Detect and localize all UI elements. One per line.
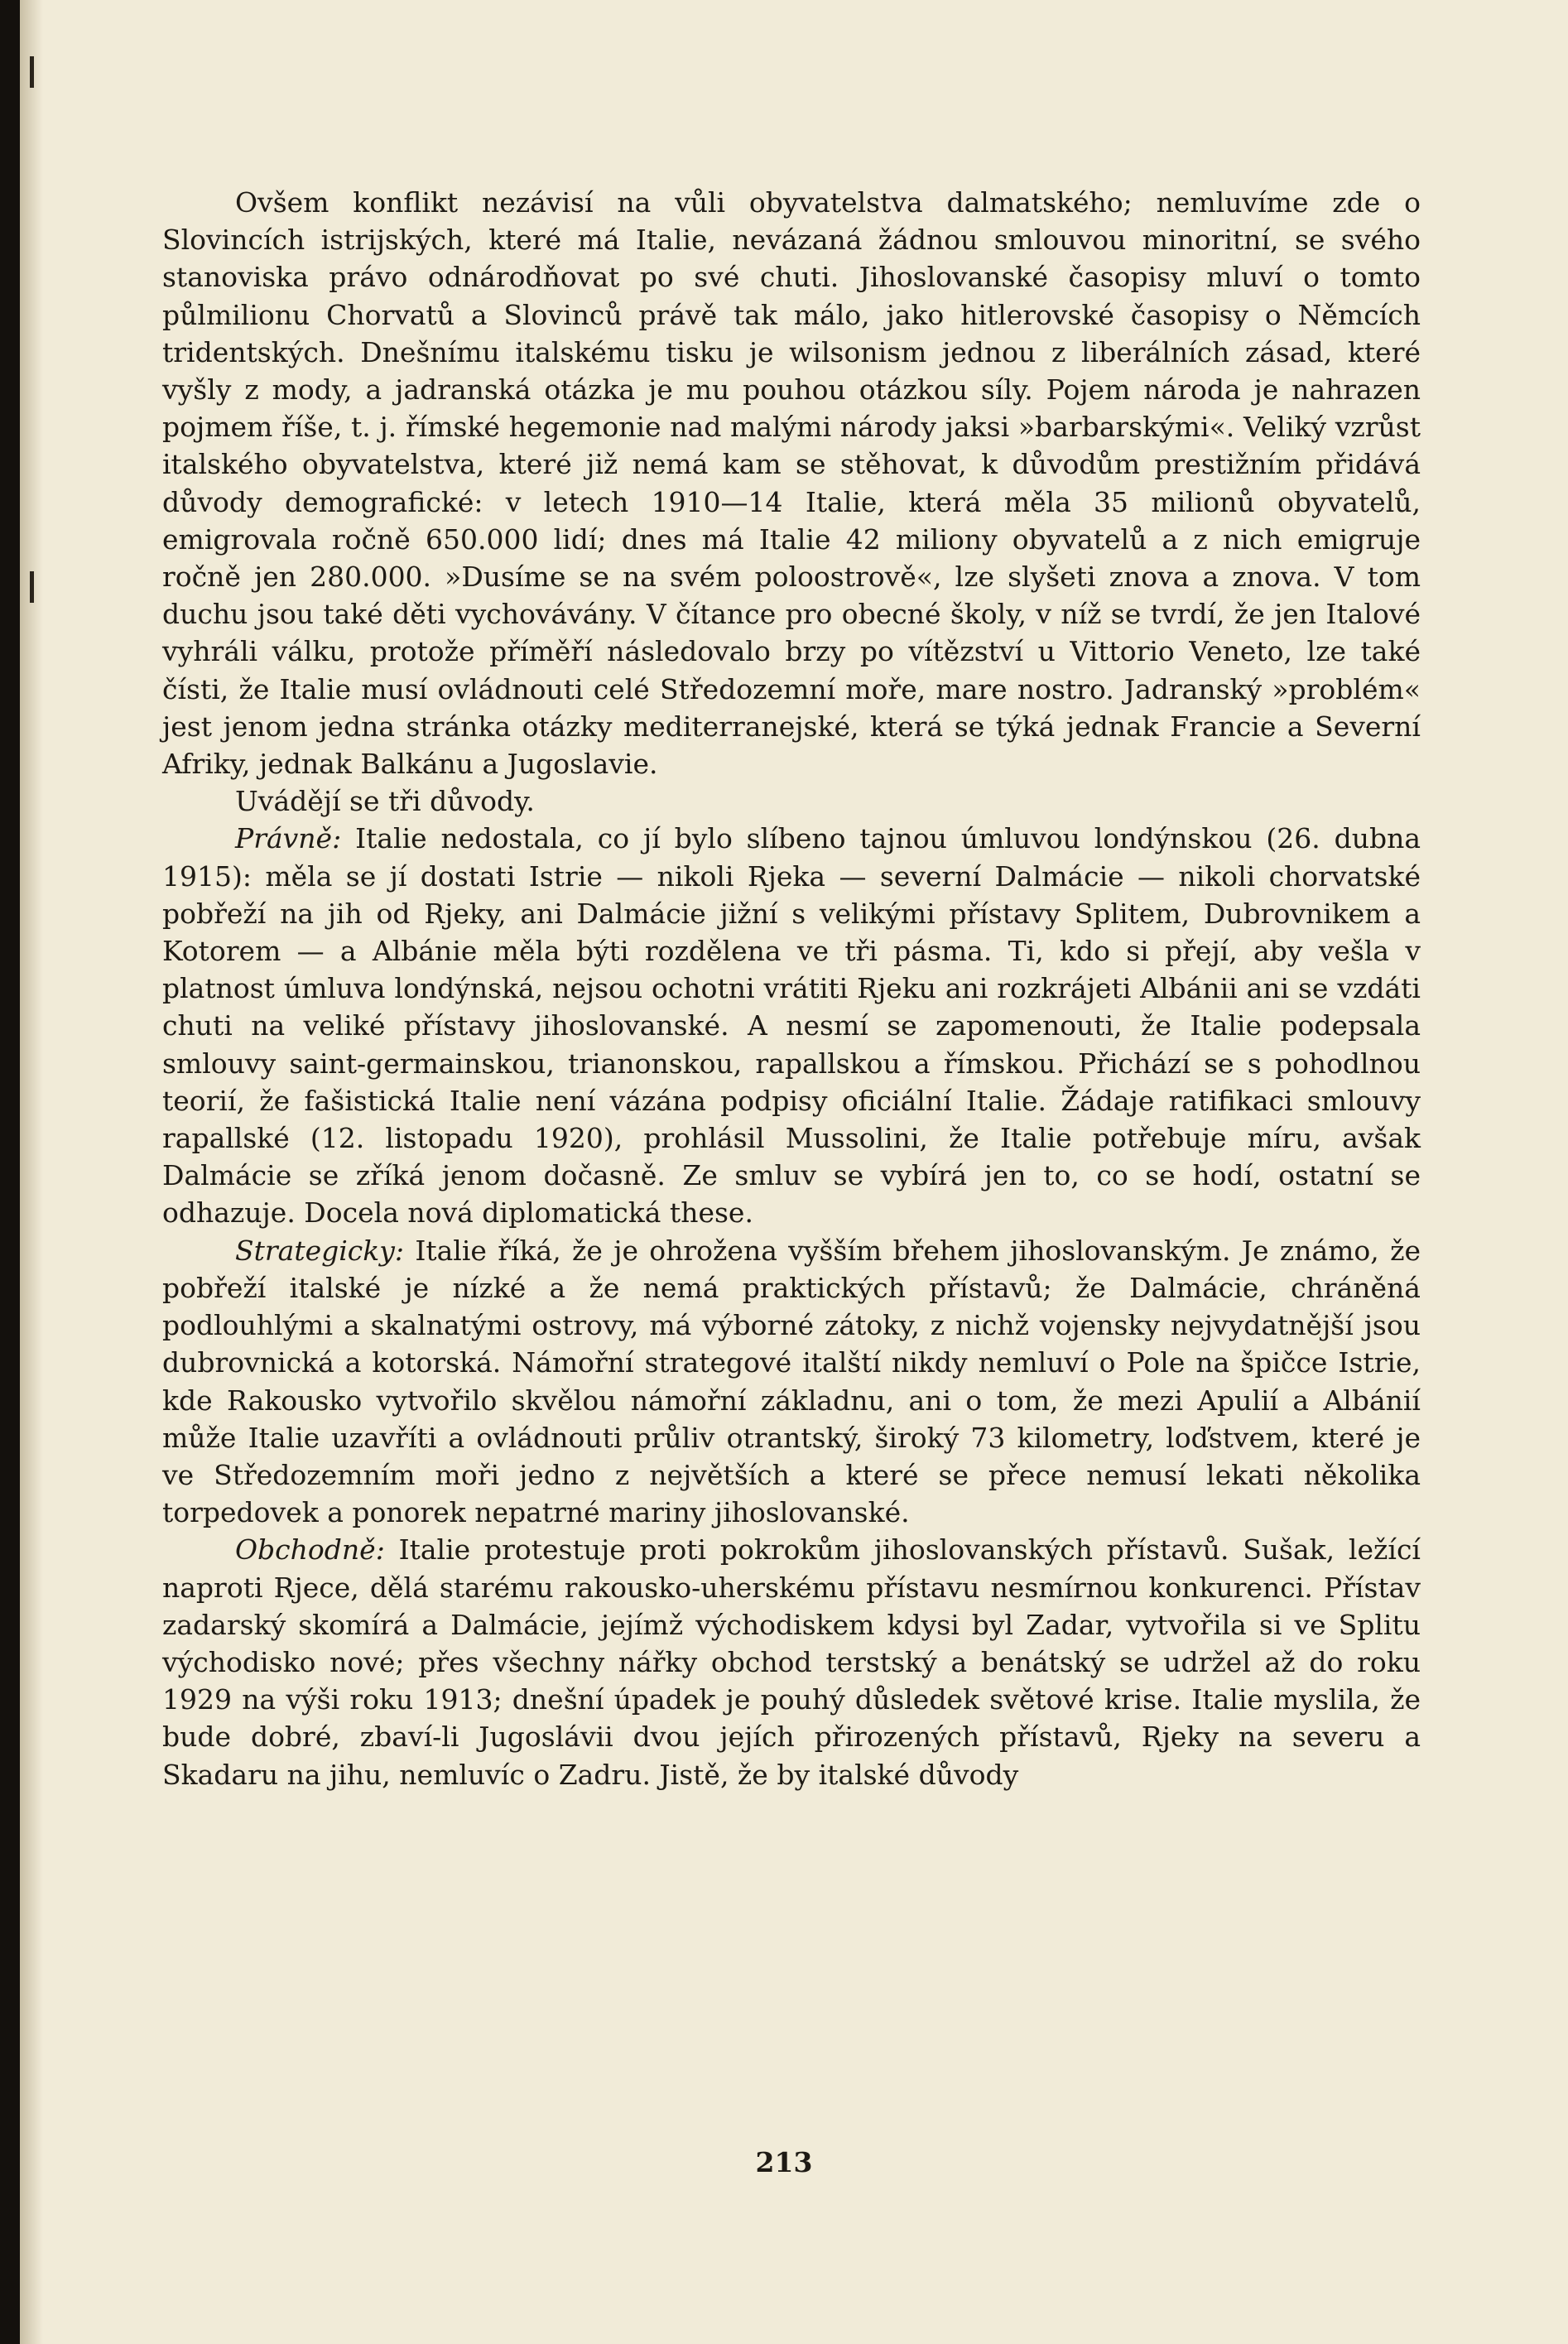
paragraph-strategic (162, 1232, 1421, 1532)
paragraph-text: Italie protestuje proti pokrokům jihoslovanských přístavů. Sušak, ležící naproti Rjece, dělá starému rakousko-uherskému přístavu nesmírnou konkurenci. Přístav zadarský skomírá a Dalmácie, jejímž východiskem kdysi byl Zadar, vytvořila si ve Splitu východisko nové; přes všechny nářky obchod terstský a benátský se udržel až do roku 1929 na výši roku 1913; dnešní úpadek je pouhý důsledek světové krise. Italie myslila, že bude dobré, zbaví-li Jugoslávii dvou jejích přirozených přístavů, Rjeky na severu a Skadaru na jihu, nemluvíc o Zadru. Jistě, že by italské důvody (162, 1533, 1421, 1791)
paragraph-text: Ovšem konflikt nezávisí na vůli obyvatelstva dalmatského; nemluvíme zde o Slovincích istrijských, které má Italie, nevázaná žádnou smlouvou minoritní, se svého stanoviska právo odnárodňovat po své chuti. Jihoslovanské časopisy mluví o tomto půlmilionu Chorvatů a Slovinců právě tak málo, jako hitlerovské časopisy o Němcích tridentských. Dnešnímu italskému tisku je wilsonism jednou z liberálních zásad, které vyšly z mody, a jadranská otázka je mu pouhou otázkou síly. Pojem národa je nahrazen pojmem říše, t. j. římské hegemonie nad malými národy jaksi »barbarskými«. Veliký vzrůst italského obyvatelstva, které již nemá kam se stěhovat, k důvodům prestižním přidává důvody demografické: v letech 1910—14 Italie, která měla 35 milionů obyvatelů, emigrovala ročně 650.000 lidí; dnes má Italie 42 miliony obyvatelů a z nich emigruje ročně jen 280.000. »Dusíme se na svém poloostrově«, lze slyšeti znova a znova. V tom duchu jsou také děti vychovávány. V čítance pro obecné školy, v níž se tvrdí, že jen Italové vyhráli válku, protože příměří následovalo brzy po vítězství u Vittorio Veneto, lze také čísti, že Italie musí ovládnouti celé Středozemní moře, mare nostro. Jadranský »problém« jest jenom jedna stránka otázky mediterranejské, která se týká jednak Francie a Severní Afriky, jednak Balkánu a Jugoslavie. (162, 186, 1421, 781)
page-number: 213 (755, 2146, 813, 2178)
body-text (162, 184, 1421, 1793)
paragraph-text: Uvádějí se tři důvody. (235, 785, 535, 818)
paragraph-commercial (162, 1531, 1421, 1793)
paragraph-intro (162, 184, 1421, 782)
paragraph-lead: Strategicky: (235, 1234, 405, 1267)
paragraph-text: Italie nedostala, co jí bylo slíbeno tajnou úmluvou londýnskou (26. dubna 1915): měla se jí dostati Istrie — nikoli Rjeka — severní Dalmácie — nikoli chorvatské pobřeží na jih od Rjeky, ani Dalmácie jižní s velikými přístavy Splitem, Dubrovnikem a Kotorem — a Albánie měla býti rozdělena ve tři pásma. Ti, kdo si přejí, aby vešla v platnost úmluva londýnská, nejsou ochotni vrátiti Rjeku ani rozkrájeti Albánii ani se vzdáti chuti na veliké přístavy jihoslovanské. A nesmí se zapomenouti, že Italie podepsala smlouvy saint-germainskou, trianonskou, rapallskou a římskou. Přichází se s pohodlnou teorií, že fašistická Italie není vázána podpisy oficiální Italie. Žádaje ratifikaci smlouvy rapallské (12. listopadu 1920), prohlásil Mussolini, že Italie potřebuje míru, avšak Dalmácie se zříká jenom dočasně. Ze smluv se vybírá jen to, co se hodí, ostatní se odhazuje. Docela nová diplomatická these. (162, 822, 1421, 1230)
paragraph-text: Italie říká, že je ohrožena vyšším břehem jihoslovanským. Je známo, že pobřeží italské je nízké a že nemá praktických přístavů; že Dalmácie, chráněná podlouhlými a skalnatými ostrovy, má výborné zátoky, z nichž vojensky nejvydatnější jsou dubrovnická a kotorská. Námořní strategové italští nikdy nemluví o Pole na špičce Istrie, kde Rakousko vytvořilo skvělou námořní základnu, ani o tom, že mezi Apulií a Albánií může Italie uzavříti a ovládnouti průliv otrantský, široký 73 kilometry, loďstvem, které je ve Středozemním moři jedno z největších a které se přece nemusí lekati několika torpedovek a ponorek nepatrné mariny jihoslovanské. (162, 1234, 1421, 1529)
paragraph-legal (162, 820, 1421, 1231)
margin-mark (30, 571, 34, 603)
paragraph-lead: Obchodně: (235, 1533, 385, 1567)
margin-mark (30, 56, 34, 88)
paragraph-reasons (162, 782, 1421, 820)
paragraph-lead: Právně: (235, 822, 342, 855)
